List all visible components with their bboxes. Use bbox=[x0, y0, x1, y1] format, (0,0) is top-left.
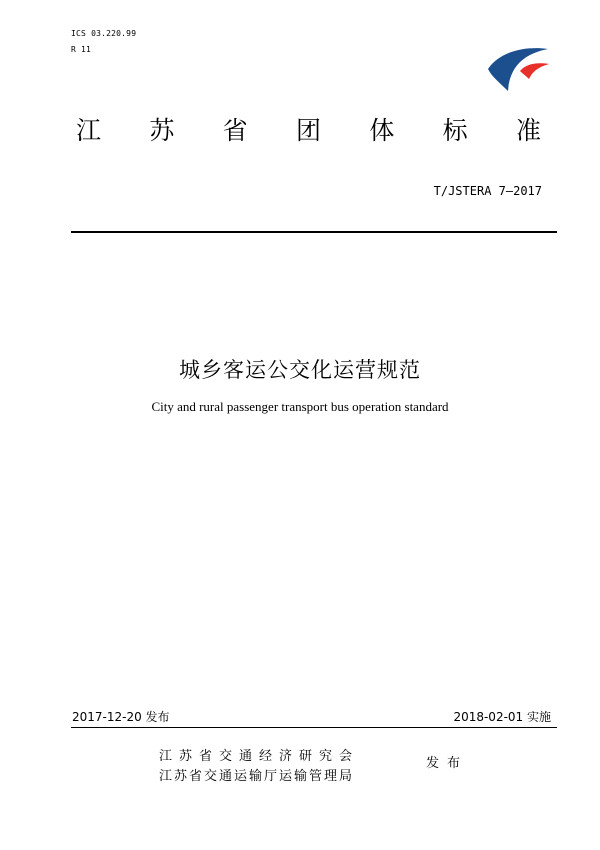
standard-category-title bbox=[76, 115, 541, 147]
title-char: 准 bbox=[515, 116, 541, 145]
title-char: 省 bbox=[222, 116, 248, 145]
title-char: 体 bbox=[369, 116, 395, 145]
footer-divider bbox=[71, 727, 557, 728]
ccs-code: R 11 bbox=[71, 45, 92, 54]
logo-red-swoosh bbox=[520, 63, 549, 79]
standard-number: T/JSTERA 7—2017 bbox=[433, 184, 542, 198]
publisher-line-2: 江苏省交通运输厅运输管理局 bbox=[159, 769, 355, 784]
title-char: 标 bbox=[442, 116, 468, 145]
logo-blue-swoosh bbox=[488, 48, 548, 91]
ics-code: ICS 03.220.99 bbox=[71, 29, 137, 38]
header-divider bbox=[71, 231, 557, 233]
publish-label: 发布 bbox=[426, 756, 469, 771]
document-title-english: City and rural passenger transport bus operation standard bbox=[151, 399, 449, 414]
implementation-date: 2018-02-01 实施 bbox=[453, 710, 551, 724]
publisher-line-1: 江苏省交通经济研究会 bbox=[159, 749, 360, 764]
organization-logo-icon bbox=[486, 45, 550, 93]
title-char: 江 bbox=[76, 116, 102, 145]
document-title-chinese: 城乡客运公交化运营规范 bbox=[179, 358, 421, 382]
issue-date: 2017-12-20 发布 bbox=[72, 710, 170, 724]
title-char: 苏 bbox=[149, 116, 175, 145]
title-char: 团 bbox=[295, 116, 321, 145]
